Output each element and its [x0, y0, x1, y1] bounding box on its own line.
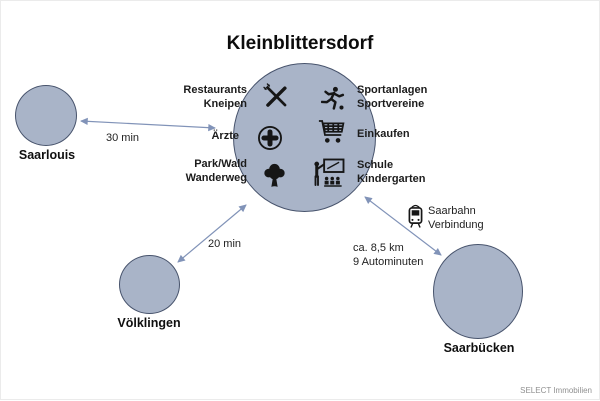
teacher-blackboard-icon: [312, 158, 345, 188]
feature-line: Einkaufen: [357, 128, 410, 140]
travel-time-saarlouis: 30 min: [106, 132, 140, 144]
feature-label-einkaufen: [357, 127, 410, 141]
feature-line: Sportvereine: [357, 98, 425, 110]
town-label-voelklingen: Völklingen: [117, 316, 181, 330]
feature-line: Park/Wald: [194, 158, 247, 170]
feature-line: Schule: [357, 159, 394, 171]
center-circle-kleinblittersdorf: [233, 63, 376, 212]
shopping-cart-icon: [317, 118, 346, 146]
town-label-saarlouis: Saarlouis: [18, 148, 76, 162]
tram-icon: [406, 203, 425, 230]
feature-label-park-wald-wanderweg: [186, 157, 247, 185]
town-circle-saarbruecken: [433, 244, 523, 339]
arrow-saarlouis-center: [81, 121, 215, 128]
town-circle-saarlouis: [15, 85, 77, 146]
fork-knife-icon: [263, 83, 290, 110]
feature-label-aerzte: [211, 129, 239, 143]
feature-line: Kindergarten: [357, 173, 426, 185]
distance-line: 9 Autominuten: [353, 256, 424, 268]
page-title: Kleinblittersdorf: [226, 33, 374, 54]
distance-line: ca. 8,5 km: [353, 242, 404, 254]
town-label-saarbruecken: Saarbücken: [443, 341, 515, 355]
travel-time-voelklingen: 20 min: [208, 238, 242, 250]
runner-icon: [319, 85, 346, 113]
tree-icon: [260, 160, 289, 191]
feature-label-schule-kindergarten: [357, 158, 425, 186]
arrow-voelklingen-center: [178, 205, 246, 262]
feature-line: Ärzte: [211, 130, 239, 142]
town-circle-voelklingen: [119, 255, 180, 314]
transit-line: Verbindung: [428, 219, 484, 231]
feature-line: Sportanlagen: [357, 84, 428, 96]
distance-saarbruecken: [353, 241, 423, 269]
feature-label-restaurants-kneipen: [183, 83, 247, 111]
transit-label-saarbahn: [428, 204, 484, 232]
feature-label-sportanlagen-sportvereine: [357, 83, 427, 111]
medical-cross-icon: [257, 125, 283, 151]
feature-line: Restaurants: [183, 84, 247, 96]
transit-line: Saarbahn: [428, 205, 476, 217]
feature-line: Wanderweg: [185, 172, 247, 184]
feature-line: Kneipen: [203, 98, 247, 110]
watermark: SELECT Immobilien: [520, 386, 592, 395]
